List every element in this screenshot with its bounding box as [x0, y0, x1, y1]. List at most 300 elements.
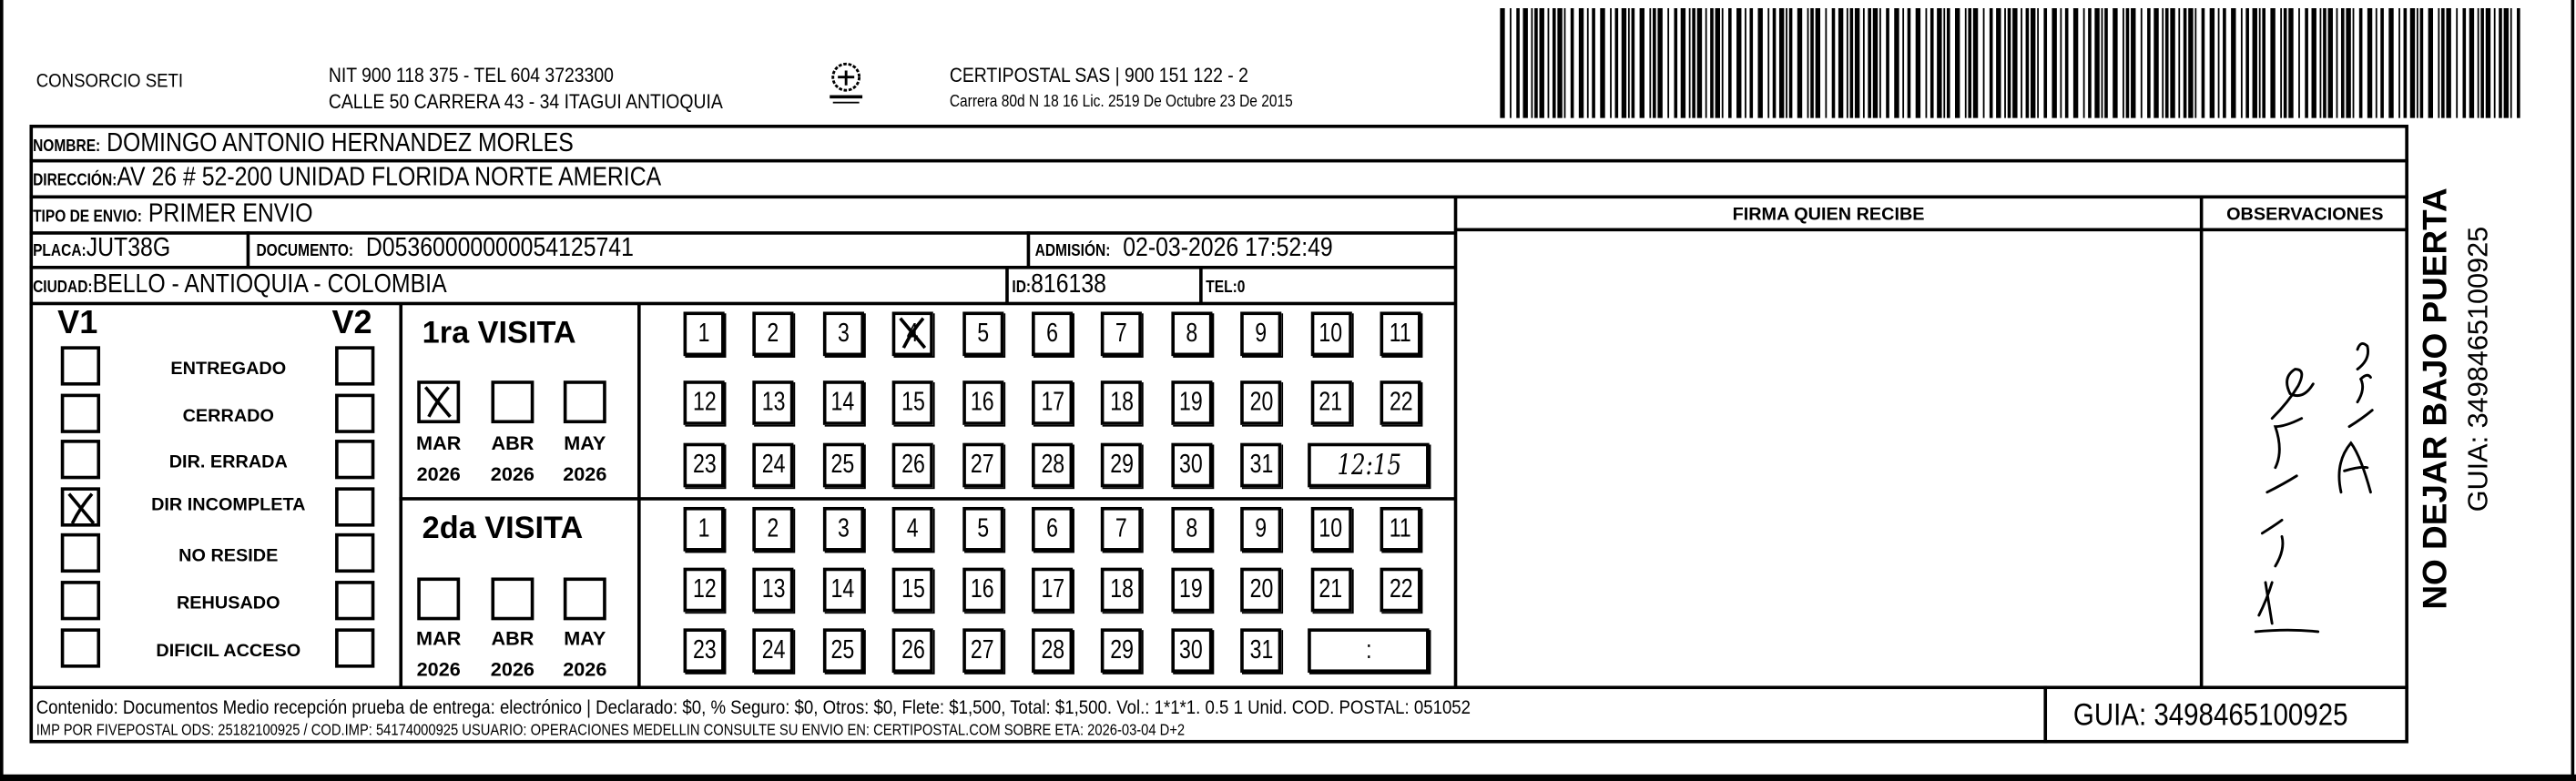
day-box-18[interactable] — [1102, 380, 1143, 425]
day-box-2[interactable] — [753, 507, 794, 552]
day-number: 12 — [692, 575, 716, 604]
barcode-bar — [2438, 8, 2439, 118]
placa-value: JUT38G — [86, 234, 171, 263]
barcode-bar — [1786, 8, 1787, 118]
day-box-17[interactable] — [1032, 568, 1073, 613]
day-number: 11 — [1390, 514, 1412, 543]
barcode-bar — [2404, 8, 2408, 118]
barcode-bar — [2486, 8, 2490, 118]
barcode-bar — [2012, 8, 2017, 118]
day-number: 21 — [1319, 575, 1343, 604]
day-box-14[interactable] — [823, 568, 864, 613]
barcode-bar — [1973, 8, 1978, 118]
ciudad-value: BELLO - ANTIOQUIA - COLOMBIA — [92, 270, 447, 299]
barcode-bar — [2026, 8, 2030, 118]
admision-value: 02-03-2026 17:52:49 — [1123, 234, 1333, 263]
day-box-25[interactable] — [823, 443, 864, 488]
day-number: 1 — [697, 320, 710, 349]
day-box-25[interactable] — [823, 628, 864, 673]
barcode-bar — [2494, 8, 2496, 118]
barcode-bar — [1728, 8, 1732, 118]
day-box-5[interactable] — [962, 311, 1003, 356]
barcode-bar — [1710, 8, 1714, 118]
time-box[interactable] — [1308, 628, 1430, 673]
day-box-27[interactable] — [962, 443, 1003, 488]
signature-area[interactable] — [1459, 233, 2198, 685]
barcode-bar — [2353, 8, 2355, 118]
v2-checkbox-dir-errada[interactable] — [335, 440, 374, 479]
day-box-4[interactable] — [892, 311, 933, 356]
barcode-bar — [1847, 8, 1848, 118]
guia-footer-value: GUIA: 3498465100925 — [2072, 698, 2348, 734]
day-box-16[interactable] — [962, 380, 1003, 425]
id-field — [1012, 269, 1121, 306]
barcode-bar — [2367, 8, 2372, 118]
day-box-2[interactable] — [753, 311, 794, 356]
barcode-bar — [1667, 8, 1669, 118]
barcode-bar — [1557, 8, 1562, 118]
admision-field — [1035, 233, 1381, 269]
day-number: 30 — [1179, 451, 1204, 480]
divider — [1005, 266, 1008, 303]
day-number: 28 — [1040, 451, 1064, 480]
day-box-3[interactable] — [823, 507, 864, 552]
barcode-bar — [1600, 8, 1604, 118]
nombre-row — [33, 128, 661, 165]
barcode-bar — [2510, 8, 2512, 118]
barcode-bar — [1996, 8, 2001, 118]
day-number: 8 — [1186, 320, 1198, 349]
barcode-bar — [1873, 8, 1878, 118]
barcode-bar — [2094, 8, 2099, 118]
barcode-bar — [1548, 8, 1550, 118]
barcode-bar — [1797, 8, 1802, 118]
day-box-7[interactable] — [1102, 311, 1143, 356]
barcode-bar — [2162, 8, 2164, 118]
barcode-bar — [1692, 8, 1695, 118]
barcode-bar — [1943, 8, 1945, 118]
day-number: 24 — [761, 451, 786, 480]
day-number: 21 — [1319, 389, 1343, 417]
barcode-bar — [1722, 8, 1724, 118]
day-box-26[interactable] — [892, 628, 933, 673]
v2-checkbox-no-reside[interactable] — [335, 534, 374, 573]
v2-checkbox-rehusado[interactable] — [335, 581, 374, 620]
barcode-icon — [1500, 8, 2523, 118]
day-number: 29 — [1110, 451, 1134, 480]
barcode-bar — [1736, 8, 1741, 118]
barcode-bar — [2280, 8, 2282, 118]
barcode-bar — [2037, 8, 2039, 118]
day-box-11[interactable] — [1380, 311, 1421, 356]
v2-checkbox-entregado[interactable] — [335, 346, 374, 385]
day-number: 4 — [907, 320, 919, 349]
bottom-edge — [0, 775, 2576, 781]
barcode-bar — [2194, 8, 2196, 118]
barcode-bar — [1968, 8, 1971, 118]
right-edge — [2571, 0, 2575, 781]
v1-checkbox-dificil-acceso[interactable] — [61, 628, 100, 667]
barcode-bar — [1615, 8, 1619, 118]
day-box-28[interactable] — [1032, 443, 1073, 488]
barcode-bar — [2341, 8, 2345, 118]
barcode-bar — [2320, 8, 2322, 118]
barcode-bar — [2104, 8, 2108, 118]
barcode-bar — [2398, 8, 2400, 118]
day-number: 31 — [1249, 636, 1273, 665]
barcode-bar — [1955, 8, 1960, 118]
month-checkbox-mar[interactable] — [417, 577, 460, 620]
v1-checkbox-dir-errada[interactable] — [61, 440, 100, 479]
day-box-13[interactable] — [753, 568, 794, 613]
month-label: MAR — [416, 626, 462, 650]
barcode-bar — [1749, 8, 1753, 118]
day-number: 13 — [761, 575, 786, 604]
day-box-19[interactable] — [1171, 380, 1212, 425]
day-box-11[interactable] — [1380, 507, 1421, 552]
ciudad-label: CIUDAD: — [33, 279, 93, 298]
barcode-bar — [1937, 8, 1941, 118]
placa-label: PLACA: — [33, 242, 87, 261]
barcode-bar — [2446, 8, 2450, 118]
day-box-16[interactable] — [962, 568, 1003, 613]
time-box[interactable] — [1308, 443, 1430, 488]
guia-footer — [2073, 699, 2393, 735]
day-number: 16 — [971, 389, 994, 417]
day-number: 3 — [837, 514, 850, 543]
tipo-label: TIPO DE ENVIO: — [33, 208, 142, 227]
barcode-bar — [2517, 8, 2520, 118]
day-box-18[interactable] — [1102, 568, 1143, 613]
barcode-bar — [2337, 8, 2338, 118]
month-checkbox-mar[interactable] — [417, 380, 460, 423]
day-box-17[interactable] — [1032, 380, 1073, 425]
day-box-22[interactable] — [1380, 568, 1421, 613]
day-box-13[interactable] — [753, 380, 794, 425]
v1-checkbox-cerrado[interactable] — [61, 393, 100, 432]
v1-checkbox-rehusado[interactable] — [61, 581, 100, 620]
barcode-bar — [2288, 8, 2293, 118]
v1-checkbox-no-reside[interactable] — [61, 534, 100, 573]
month-checkbox-may[interactable] — [564, 380, 606, 423]
month-year: 2026 — [416, 657, 461, 682]
barcode-bar — [2420, 8, 2424, 118]
day-number: 22 — [1389, 389, 1412, 417]
day-number: 28 — [1040, 636, 1064, 665]
barcode-bar — [1868, 8, 1871, 118]
barcode-bar — [1522, 8, 1527, 118]
day-number: 17 — [1040, 575, 1064, 604]
day-number: 18 — [1110, 575, 1134, 604]
day-box-31[interactable] — [1241, 628, 1282, 673]
barcode-bar — [2499, 8, 2502, 118]
documento-field — [256, 233, 695, 269]
time-value: : — [1365, 636, 1372, 665]
barcode-bar — [1674, 8, 1677, 118]
day-box-20[interactable] — [1241, 568, 1282, 613]
barcode-bar — [2262, 8, 2265, 118]
barcode-bar — [1705, 8, 1707, 118]
barcode-bar — [1807, 8, 1809, 118]
barcode-bar — [1516, 8, 1520, 118]
day-number: 11 — [1390, 320, 1412, 349]
barcode-bar — [1657, 8, 1662, 118]
barcode-bar — [2202, 8, 2205, 118]
barcode-bar — [2184, 8, 2187, 118]
day-box-30[interactable] — [1171, 628, 1212, 673]
barcode-bar — [1810, 8, 1814, 118]
barcode-bar — [2083, 8, 2085, 118]
status-label: NO RESIDE — [178, 546, 279, 567]
day-number: 2 — [768, 514, 780, 543]
day-box-27[interactable] — [962, 628, 1003, 673]
day-number: 27 — [971, 451, 994, 480]
barcode-bar — [1816, 8, 1820, 118]
barcode-bar — [2223, 8, 2226, 118]
certipostal-logo-icon — [830, 62, 862, 95]
day-box-24[interactable] — [753, 628, 794, 673]
barcode-bar — [1579, 8, 1583, 118]
barcode-bar — [1632, 8, 1635, 118]
day-box-1[interactable] — [684, 507, 725, 552]
visit-title: 1ra VISITA — [422, 316, 576, 351]
day-box-29[interactable] — [1102, 443, 1143, 488]
day-box-9[interactable] — [1241, 507, 1282, 552]
day-number: 24 — [761, 636, 786, 665]
day-box-29[interactable] — [1102, 628, 1143, 673]
day-number: 13 — [761, 389, 786, 417]
nit-line — [329, 64, 660, 86]
day-number: 1 — [697, 514, 710, 543]
day-box-4[interactable] — [892, 507, 933, 552]
barcode-bar — [2147, 8, 2151, 118]
day-number: 7 — [1115, 514, 1128, 543]
day-box-9[interactable] — [1241, 311, 1282, 356]
status-label: DIR INCOMPLETA — [151, 494, 306, 515]
contenido-text — [36, 695, 1705, 718]
day-box-3[interactable] — [823, 311, 864, 356]
day-box-15[interactable] — [892, 568, 933, 613]
barcode-bar — [2480, 8, 2484, 118]
day-number: 25 — [831, 451, 855, 480]
barcode-bar — [1571, 8, 1574, 118]
day-box-1[interactable] — [684, 311, 725, 356]
month-label: ABR — [491, 431, 535, 455]
day-box-24[interactable] — [753, 443, 794, 488]
day-number: 9 — [1255, 320, 1268, 349]
day-box-28[interactable] — [1032, 628, 1073, 673]
no-dejar-bajo-puerta: NO DEJAR BAJO PUERTA — [2416, 188, 2455, 610]
day-box-10[interactable] — [1310, 311, 1351, 356]
guia-vertical: GUIA: 3498465100925 — [2462, 226, 2494, 512]
barcode-bar — [2312, 8, 2316, 118]
v2-checkbox-cerrado[interactable] — [335, 393, 374, 432]
placa-field — [33, 233, 193, 269]
x-mark-icon — [421, 384, 457, 421]
barcode-bar — [2008, 8, 2011, 118]
tipo-envio-row — [33, 198, 359, 235]
day-number: 20 — [1249, 575, 1273, 604]
barcode-bar — [1681, 8, 1685, 118]
observaciones-handwriting — [2226, 287, 2390, 664]
barcode-bar — [1773, 8, 1777, 118]
barcode-bar — [2380, 8, 2384, 118]
barcode-bar — [2170, 8, 2174, 118]
barcode-bar — [2113, 8, 2117, 118]
day-box-12[interactable] — [684, 380, 725, 425]
barcode-bar — [1838, 8, 1843, 118]
barcode-bar — [1902, 8, 1904, 118]
admision-label: ADMISIÓN: — [1034, 242, 1111, 261]
barcode-bar — [1587, 8, 1589, 118]
day-number: 31 — [1249, 451, 1273, 480]
day-box-8[interactable] — [1171, 507, 1212, 552]
barcode-bar — [1553, 8, 1556, 118]
barcode-bar — [2123, 8, 2124, 118]
day-box-12[interactable] — [684, 568, 725, 613]
barcode-bar — [1653, 8, 1656, 118]
month-year: 2026 — [563, 657, 607, 682]
barcode-bar — [2141, 8, 2143, 118]
month-label: MAY — [564, 431, 606, 455]
barcode-bar — [2043, 8, 2047, 118]
barcode-bar — [1916, 8, 1920, 118]
v1-checkbox-dir-incompleta[interactable] — [61, 487, 100, 526]
barcode-bar — [2088, 8, 2092, 118]
day-box-21[interactable] — [1310, 568, 1351, 613]
barcode-bar — [1825, 8, 1827, 118]
day-number: 8 — [1186, 514, 1198, 543]
day-box-14[interactable] — [823, 380, 864, 425]
day-box-23[interactable] — [684, 628, 725, 673]
barcode-bar — [2462, 8, 2466, 118]
day-number: 10 — [1319, 320, 1343, 349]
barcode-bar — [1894, 8, 1899, 118]
barcode-bar — [1863, 8, 1865, 118]
day-number: 16 — [971, 575, 994, 604]
day-number: 25 — [831, 636, 855, 665]
barcode-bar — [1592, 8, 1595, 118]
day-box-26[interactable] — [892, 443, 933, 488]
barcode-bar — [1532, 8, 1533, 118]
barcode-bar — [2126, 8, 2130, 118]
address-text: CALLE 50 CARRERA 43 - 34 ITAGUI ANTIOQUIA — [328, 90, 723, 114]
barcode-bar — [1850, 8, 1854, 118]
tel-field — [1206, 269, 1251, 306]
id-value: 816138 — [1031, 270, 1106, 299]
barcode-bar — [2165, 8, 2169, 118]
divider — [2200, 195, 2204, 687]
barcode-bar — [1990, 8, 1993, 118]
day-box-21[interactable] — [1310, 380, 1351, 425]
day-box-7[interactable] — [1102, 507, 1143, 552]
v2-checkbox-dificil-acceso[interactable] — [335, 628, 374, 667]
day-box-20[interactable] — [1241, 380, 1282, 425]
direccion-row — [33, 162, 763, 198]
day-box-6[interactable] — [1032, 507, 1073, 552]
barcode-bar — [1947, 8, 1950, 118]
day-box-10[interactable] — [1310, 507, 1351, 552]
barcode-bar — [2346, 8, 2350, 118]
barcode-bar — [2284, 8, 2287, 118]
month-checkbox-may[interactable] — [564, 577, 606, 620]
day-box-23[interactable] — [684, 443, 725, 488]
day-box-30[interactable] — [1171, 443, 1212, 488]
day-box-5[interactable] — [962, 507, 1003, 552]
day-number: 10 — [1319, 514, 1343, 543]
barcode-bar — [1510, 8, 1512, 118]
barcode-bar — [1649, 8, 1651, 118]
day-number: 7 — [1115, 320, 1128, 349]
day-number: 14 — [831, 575, 855, 604]
documento-value: D05360000000054125741 — [365, 234, 634, 263]
day-number: 5 — [976, 320, 989, 349]
barcode-bar — [2305, 8, 2308, 118]
month-checkbox-abr[interactable] — [491, 380, 534, 423]
barcode-bar — [2323, 8, 2327, 118]
day-box-31[interactable] — [1241, 443, 1282, 488]
v1-checkbox-entregado[interactable] — [61, 346, 100, 385]
month-label: MAY — [564, 626, 606, 650]
day-box-15[interactable] — [892, 380, 933, 425]
barcode-bar — [2073, 8, 2078, 118]
barcode-bar — [1540, 8, 1544, 118]
day-number: 29 — [1110, 636, 1134, 665]
month-checkbox-abr[interactable] — [491, 577, 534, 620]
barcode-bar — [2376, 8, 2377, 118]
day-box-22[interactable] — [1380, 380, 1421, 425]
status-label: REHUSADO — [176, 593, 280, 614]
day-number: 19 — [1179, 575, 1204, 604]
month-year: 2026 — [490, 657, 535, 682]
barcode-bar — [2231, 8, 2235, 118]
barcode-bar — [2328, 8, 2333, 118]
v2-checkbox-dir-incompleta[interactable] — [335, 487, 374, 526]
day-box-8[interactable] — [1171, 311, 1212, 356]
barcode-bar — [1767, 8, 1769, 118]
barcode-bar — [1789, 8, 1793, 118]
month-label: MAR — [416, 431, 462, 455]
tel-value: 0 — [1237, 279, 1246, 298]
day-number: 4 — [907, 514, 919, 543]
barcode-bar — [1640, 8, 1644, 118]
direccion-label: DIRECCIÓN: — [33, 172, 117, 191]
day-box-6[interactable] — [1032, 311, 1073, 356]
barcode-bar — [2052, 8, 2056, 118]
divider — [399, 497, 1455, 501]
barcode-bar — [2456, 8, 2458, 118]
day-number: 23 — [692, 451, 716, 480]
v2-label: V2 — [331, 305, 372, 341]
barcode-bar — [1500, 8, 1504, 118]
day-number: 27 — [971, 636, 994, 665]
id-label: ID: — [1012, 279, 1032, 298]
day-box-19[interactable] — [1171, 568, 1212, 613]
barcode-bar — [2210, 8, 2215, 118]
barcode-bar — [1534, 8, 1538, 118]
divider — [2043, 685, 2047, 743]
day-number: 18 — [1110, 389, 1134, 417]
barcode-bar — [2259, 8, 2261, 118]
day-number: 20 — [1249, 389, 1273, 417]
barcode-bar — [2504, 8, 2509, 118]
time-value: 12:15 — [1336, 449, 1401, 482]
barcode-bar — [1855, 8, 1859, 118]
barcode-bar — [1697, 8, 1702, 118]
firma-header: FIRMA QUIEN RECIBE — [1732, 205, 1925, 225]
barcode-bar — [2060, 8, 2062, 118]
barcode-bar — [1879, 8, 1881, 118]
